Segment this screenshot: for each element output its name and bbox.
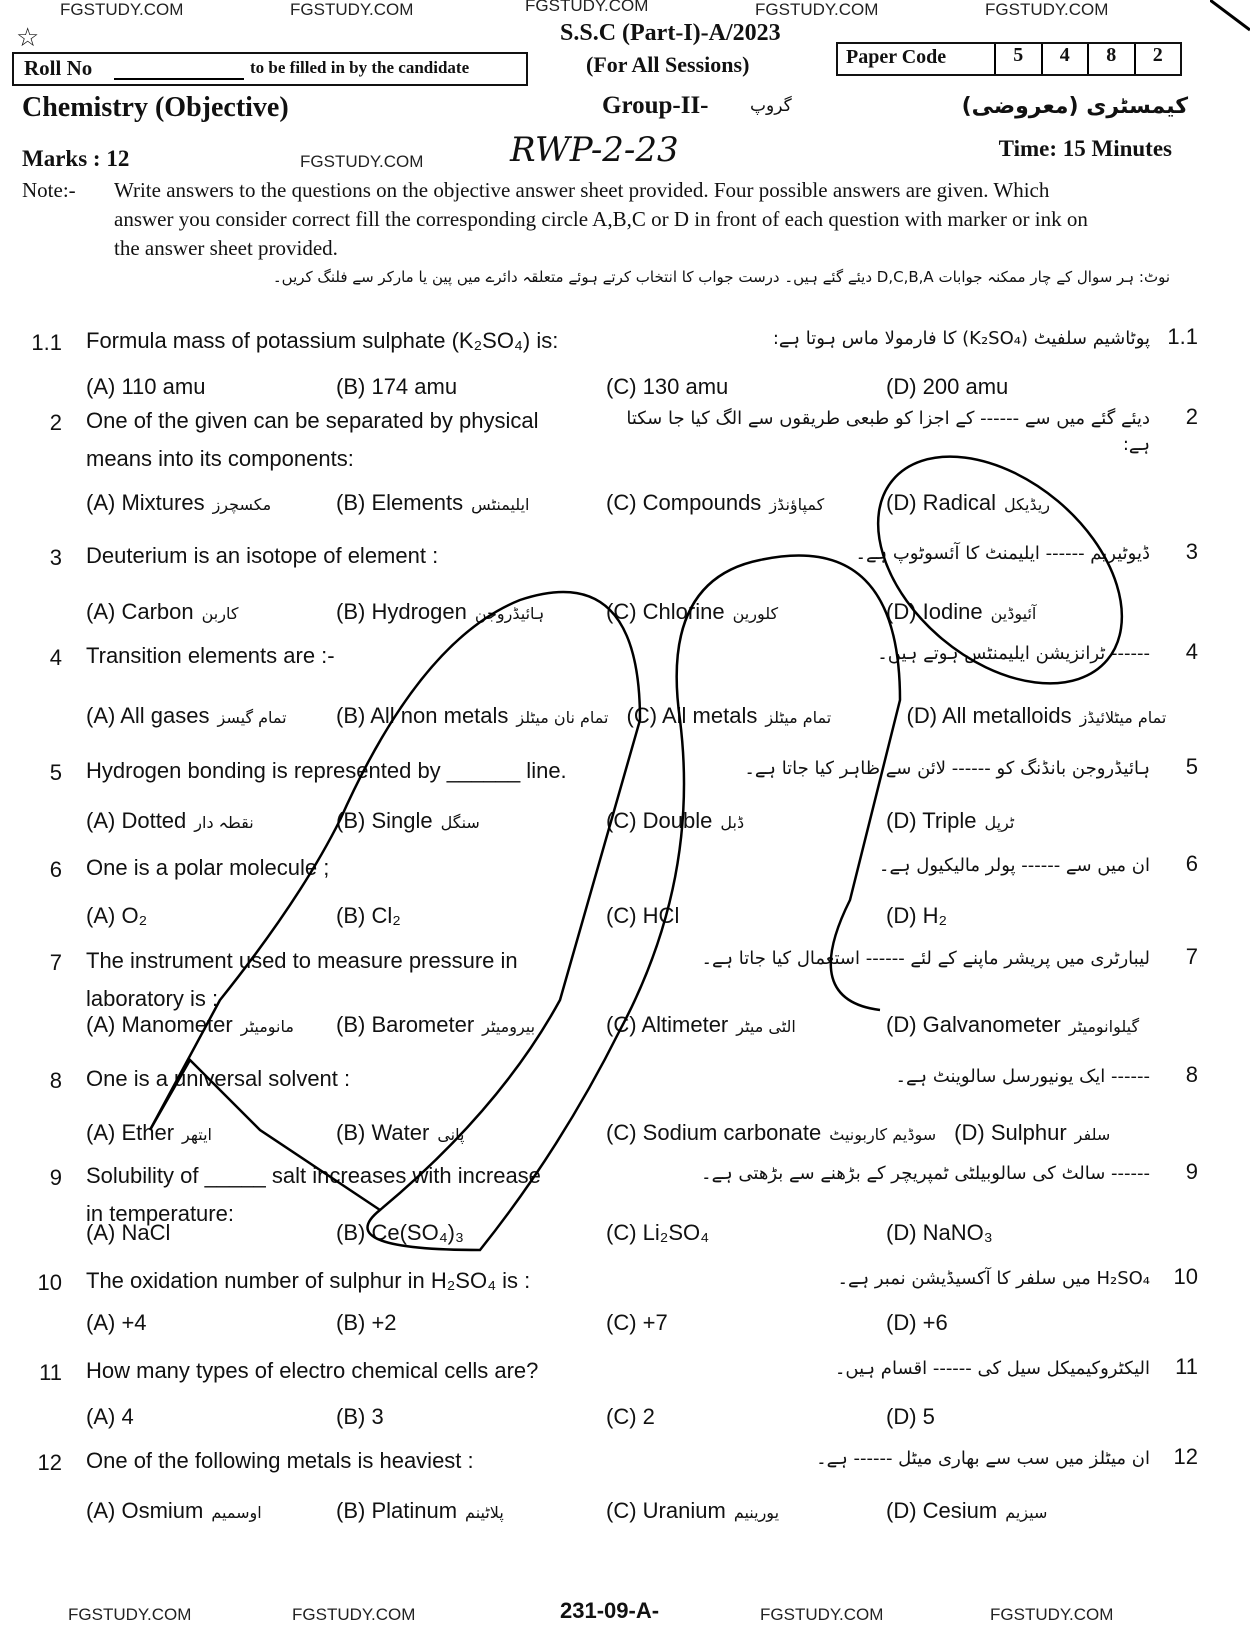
- option-text-urdu: تمام میٹلائیڈز: [1079, 708, 1167, 727]
- option-c: [606, 1220, 886, 1246]
- option-a: [86, 599, 336, 625]
- option-text-urdu: کاربن: [201, 604, 239, 623]
- option-letter: (D): [886, 808, 917, 833]
- option-d: [954, 1120, 1128, 1146]
- option-text-urdu: تمام گیسز: [217, 708, 287, 727]
- option-text-urdu: نقطہ دار: [194, 813, 254, 832]
- option-b: [336, 599, 606, 625]
- option-text: Radical: [922, 490, 997, 515]
- option-text: Triple: [922, 808, 977, 833]
- option-letter: (D): [886, 1012, 917, 1037]
- question: [0, 639, 1250, 745]
- watermark: FGSTUDY.COM: [300, 152, 424, 171]
- option-text-urdu: سیزیم: [1005, 1503, 1048, 1522]
- subject-urdu: کیمسٹری (معروضی): [961, 94, 1188, 119]
- group-label: Group-II-: [602, 92, 709, 119]
- option-text-urdu: ایتھر: [182, 1125, 212, 1144]
- question-number: 1.1: [31, 330, 62, 355]
- option-text: Carbon: [121, 599, 194, 624]
- option-b: [336, 1310, 606, 1336]
- note-label: Note:-: [22, 178, 76, 202]
- option-letter: (B): [336, 490, 366, 515]
- sessions: (For All Sessions): [586, 52, 750, 77]
- options-row: [86, 490, 1068, 516]
- option-a: [86, 374, 336, 400]
- option-text: 2: [642, 1404, 655, 1429]
- option-text-urdu: تمام نان میٹلز: [516, 708, 609, 727]
- option-letter: (C): [606, 599, 637, 624]
- paper-code-digit: 2: [1152, 44, 1163, 66]
- option-text-urdu: کمپاؤنڈز: [769, 495, 825, 514]
- note-text: Write answers to the questions on the objective answer sheet provided. Four possible answers are given. Which answer you consider correct fill the corresponding circle A,B,C or D in front of each question with marker or ink on the answer sheet provided.: [114, 178, 1088, 260]
- options-row: [86, 1012, 1157, 1038]
- options-row: [86, 1404, 961, 1430]
- option-text: Altimeter: [641, 1012, 729, 1037]
- option-c: [606, 1498, 886, 1524]
- question-text: Hydrogen bonding is represented by ______ line.: [86, 758, 567, 783]
- question: [0, 539, 1250, 645]
- question-text-urdu: ڈیوٹیریم ------ ایلیمنٹ کا آئسوٹوپ ہے۔: [855, 543, 1150, 564]
- question: [0, 1159, 1250, 1265]
- subject-title: Chemistry (Objective): [22, 92, 289, 123]
- option-text: All metals: [661, 703, 758, 728]
- option-text-urdu: ٹرپل: [984, 813, 1015, 832]
- roll-no-field[interactable]: [114, 58, 244, 80]
- question-text: The instrument used to measure pressure in laboratory is :: [86, 948, 518, 1011]
- option-b: [336, 903, 606, 929]
- option-a: [86, 1404, 336, 1430]
- option-text: Li₂SO₄: [642, 1220, 710, 1245]
- option-letter: (A): [86, 903, 116, 928]
- option-a: [86, 1120, 336, 1146]
- watermark: FGSTUDY.COM: [292, 1605, 416, 1624]
- option-text: Double: [642, 808, 713, 833]
- question-text-urdu: ان میں سے ------ پولر مالیکیول ہے۔: [878, 855, 1150, 876]
- options-row: [86, 703, 1184, 729]
- option-text: Ether: [121, 1120, 175, 1145]
- options-row: [86, 903, 973, 929]
- option-text-urdu: مکسچرز: [212, 495, 272, 514]
- option-text: Galvanometer: [922, 1012, 1061, 1037]
- option-d: [886, 1310, 974, 1336]
- option-text: Sulphur: [990, 1120, 1067, 1145]
- star-icon: ☆: [16, 22, 40, 52]
- option-text-urdu: ہائیڈروجن: [474, 604, 545, 623]
- option-letter: (B): [336, 1120, 366, 1145]
- option-b: [336, 374, 606, 400]
- roll-no-box: [12, 52, 528, 86]
- question-text: The oxidation number of sulphur in H₂SO₄ is :: [86, 1268, 531, 1293]
- option-letter: (B): [336, 1012, 366, 1037]
- option-a: [86, 903, 336, 929]
- question-number: 11: [39, 1360, 62, 1385]
- question-text-urdu: ان میٹلز میں سب سے بھاری میٹل ------ ہے۔: [816, 1448, 1150, 1469]
- option-text: Chlorine: [642, 599, 725, 624]
- question-text: Transition elements are :-: [86, 643, 335, 668]
- option-c: [606, 903, 886, 929]
- option-text: Hydrogen: [371, 599, 467, 624]
- question-text: How many types of electro chemical cells are?: [86, 1358, 539, 1383]
- option-letter: (B): [336, 1310, 366, 1335]
- option-letter: (A): [86, 374, 116, 399]
- option-text: Platinum: [371, 1498, 458, 1523]
- option-letter: (A): [86, 1120, 116, 1145]
- question-number-urdu: 1.1: [1167, 324, 1198, 349]
- question-text-urdu: دیئے گئے میں سے ------ کے اجزا کو طبعی طریقوں سے الگ کیا جا سکتا ہے:: [626, 408, 1150, 455]
- option-a: [86, 1310, 336, 1336]
- option-text-urdu: سنگل: [440, 813, 480, 832]
- option-letter: (C): [606, 808, 637, 833]
- question-number: 10: [37, 1270, 62, 1295]
- option-letter: (B): [336, 374, 366, 399]
- option-text-urdu: گیلوانومیٹر: [1068, 1017, 1140, 1036]
- option-text: Single: [371, 808, 433, 833]
- question-number: 8: [49, 1068, 62, 1093]
- option-c: [606, 1310, 886, 1336]
- option-letter: (A): [86, 1310, 116, 1335]
- question-number-urdu: 3: [1185, 539, 1198, 564]
- option-letter: (A): [86, 1012, 116, 1037]
- option-c: [606, 374, 886, 400]
- question-number-urdu: 11: [1175, 1354, 1198, 1379]
- option-a: [86, 1498, 336, 1524]
- option-text: Sodium carbonate: [642, 1120, 822, 1145]
- question-number: 9: [49, 1165, 62, 1190]
- option-text: 130 amu: [642, 374, 729, 399]
- question-text: Formula mass of potassium sulphate (K₂SO₄) is:: [86, 328, 559, 353]
- question-number-urdu: 5: [1185, 754, 1198, 779]
- question-text-urdu: الیکٹروکیمیکل سیل کی ------ اقسام ہیں۔: [834, 1358, 1150, 1379]
- question: [0, 944, 1250, 1050]
- option-letter: (A): [86, 599, 116, 624]
- question-text: Deuterium is an isotope of element :: [86, 543, 439, 568]
- option-letter: (B): [336, 808, 366, 833]
- option-a: [86, 808, 336, 834]
- option-b: [336, 1012, 606, 1038]
- option-text: Dotted: [121, 808, 187, 833]
- option-d: [886, 1404, 961, 1430]
- option-letter: (A): [86, 1404, 116, 1429]
- option-letter: (D): [886, 903, 917, 928]
- option-text: Mixtures: [121, 490, 205, 515]
- option-letter: (C): [606, 1310, 637, 1335]
- option-a: [86, 1220, 336, 1246]
- question-text-urdu: ------ سالٹ کی سالوبیلٹی ٹمپریچر کے بڑھنے سے بڑھتی ہے۔: [701, 1163, 1150, 1184]
- option-text-urdu: یورینیم: [733, 1503, 780, 1522]
- option-b: [336, 1220, 606, 1246]
- question-number: 3: [49, 545, 62, 570]
- option-text-urdu: تمام میٹلز: [765, 708, 832, 727]
- option-text: Iodine: [922, 599, 983, 624]
- question-text-urdu: پوٹاشیم سلفیٹ (K₂SO₄) کا فارمولا ماس ہوتا ہے:: [772, 328, 1150, 349]
- option-text-urdu: بیرومیٹر: [482, 1017, 536, 1036]
- option-letter: (B): [336, 1498, 366, 1523]
- watermark: FGSTUDY.COM: [985, 0, 1109, 19]
- option-d: [886, 1498, 1065, 1524]
- option-text: 110 amu: [121, 374, 206, 399]
- time: Time: 15 Minutes: [998, 136, 1172, 161]
- option-text: O₂: [121, 903, 148, 928]
- marks: Marks : 12: [22, 146, 130, 171]
- question-number-urdu: 8: [1185, 1062, 1198, 1087]
- option-d: [886, 490, 1068, 516]
- option-letter: (C): [606, 1498, 637, 1523]
- question-number: 12: [37, 1450, 62, 1475]
- option-d: [907, 703, 1185, 729]
- handwritten-note: RWP-2-23: [510, 130, 679, 170]
- option-letter: (D): [886, 1220, 917, 1245]
- options-row: [86, 1498, 1065, 1524]
- option-text: H₂: [922, 903, 948, 928]
- footer-code: 231-09-A-: [560, 1598, 660, 1623]
- option-letter: (D): [886, 374, 917, 399]
- paper-code-digit: 8: [1089, 44, 1136, 74]
- question-text: One is a universal solvent :: [86, 1066, 351, 1091]
- option-text: All metalloids: [941, 703, 1072, 728]
- option-text: Elements: [371, 490, 464, 515]
- option-d: [886, 1220, 1019, 1246]
- option-text-urdu: سوڈیم کاربونیٹ: [829, 1125, 937, 1144]
- paper-code-box: [836, 42, 1182, 76]
- option-c: [606, 599, 886, 625]
- option-letter: (B): [336, 703, 366, 728]
- question-number-urdu: 10: [1173, 1264, 1198, 1289]
- option-text: 174 amu: [371, 374, 458, 399]
- option-text: +4: [121, 1310, 147, 1335]
- options-row: [86, 1220, 1019, 1246]
- option-letter: (D): [954, 1120, 985, 1145]
- option-text: HCl: [642, 903, 680, 928]
- option-text: +2: [371, 1310, 397, 1335]
- question-number: 5: [49, 760, 62, 785]
- question-number: 4: [49, 645, 62, 670]
- option-text: 5: [922, 1404, 935, 1429]
- question-number: 2: [49, 410, 62, 435]
- question-text-urdu: ------ ٹرانزیشن ایلیمنٹس ہوتے ہیں۔: [877, 643, 1150, 664]
- option-letter: (C): [606, 1220, 637, 1245]
- watermark: FGSTUDY.COM: [290, 0, 414, 19]
- watermark: FGSTUDY.COM: [990, 1605, 1114, 1624]
- option-letter: (A): [86, 1220, 116, 1245]
- option-letter: (D): [886, 1404, 917, 1429]
- roll-no-label: Roll No: [24, 56, 93, 80]
- option-a: [86, 703, 336, 729]
- option-text-urdu: آئیوڈین: [990, 604, 1037, 623]
- option-text: Osmium: [121, 1498, 204, 1523]
- option-text: 3: [371, 1404, 384, 1429]
- question: [0, 1444, 1250, 1550]
- question: [0, 1062, 1250, 1168]
- note-urdu: نوٹ: ہر سوال کے چار ممکنہ جوابات D,C,B,A دیئے گئے ہیں۔ درست جواب کا انتخاب کرتے ہوئے متعلقہ دائرے میں پین یا مارکر سے فلنگ کریں۔: [272, 268, 1170, 286]
- option-text: +6: [922, 1310, 948, 1335]
- options-row: [86, 374, 1034, 400]
- scan-mark-line: [1210, 0, 1250, 40]
- options-row: [86, 599, 1054, 625]
- option-letter: (B): [336, 903, 366, 928]
- option-text: Water: [371, 1120, 430, 1145]
- option-text-urdu: اوسمیم: [211, 1503, 262, 1522]
- watermark: FGSTUDY.COM: [755, 0, 879, 19]
- question-text-urdu: ------ ایک یونیورسل سالوینٹ ہے۔: [895, 1066, 1150, 1087]
- question-text: One of the following metals is heaviest :: [86, 1448, 474, 1473]
- option-text: NaCl: [121, 1220, 171, 1245]
- option-letter: (D): [886, 1310, 917, 1335]
- options-row: [86, 1310, 974, 1336]
- option-letter: (A): [86, 1498, 116, 1523]
- option-text: 200 amu: [922, 374, 1009, 399]
- question-number-urdu: 9: [1185, 1159, 1198, 1184]
- option-text-urdu: پانی: [437, 1125, 465, 1144]
- question-number: 6: [49, 857, 62, 882]
- option-b: [336, 490, 606, 516]
- question-text: One of the given can be separated by physical means into its components:: [86, 408, 539, 471]
- option-text-urdu: مانومیٹر: [240, 1017, 294, 1036]
- option-text: Cl₂: [371, 903, 401, 928]
- question-text-urdu: لیبارٹری میں پریشر ماپنے کے لئے ------ استعمال کیا جاتا ہے۔: [701, 948, 1150, 969]
- option-letter: (B): [336, 1404, 366, 1429]
- options-row: [86, 808, 1032, 834]
- option-text-urdu: کلورین: [732, 604, 779, 623]
- option-c: [606, 808, 886, 834]
- option-d: [886, 808, 1032, 834]
- watermark: FGSTUDY.COM: [68, 1605, 192, 1624]
- roll-no-note: to be filled in by the candidate: [250, 58, 470, 77]
- option-letter: (A): [86, 808, 116, 833]
- option-c: [627, 703, 907, 729]
- group-urdu: گروپ: [750, 96, 792, 116]
- option-letter: (C): [626, 703, 658, 728]
- question-number-urdu: 7: [1185, 944, 1198, 969]
- exam-title: S.S.C (Part-I)-A/2023: [560, 20, 781, 46]
- watermark: FGSTUDY.COM: [525, 0, 649, 15]
- option-b: [336, 1404, 606, 1430]
- question-text: One is a polar molecule ;: [86, 855, 330, 880]
- option-a: [86, 1012, 336, 1038]
- option-a: [86, 490, 336, 516]
- option-letter: (D): [886, 490, 917, 515]
- question-text-urdu: H₂SO₄ میں سلفر کا آکسیڈیشن نمبر ہے۔: [837, 1268, 1150, 1289]
- option-text: Cesium: [922, 1498, 998, 1523]
- option-letter: (B): [336, 599, 366, 624]
- option-d: [886, 374, 1034, 400]
- option-text-urdu: الٹی میٹر: [736, 1017, 796, 1036]
- watermark: FGSTUDY.COM: [760, 1605, 884, 1624]
- option-d: [886, 1012, 1157, 1038]
- option-letter: (D): [886, 1498, 917, 1523]
- option-b: [336, 1498, 606, 1524]
- option-text: 4: [121, 1404, 134, 1429]
- option-letter: (B): [336, 1220, 366, 1245]
- option-letter: (C): [606, 1012, 637, 1037]
- option-d: [886, 903, 973, 929]
- option-c: [606, 1120, 954, 1146]
- question-number-urdu: 6: [1185, 851, 1198, 876]
- option-c: [606, 1012, 886, 1038]
- option-b: [336, 808, 606, 834]
- question-text-urdu: ہائیڈروجن بانڈنگ کو ------ لائن سے ظاہر کیا جاتا ہے۔: [744, 758, 1150, 779]
- option-c: [606, 490, 886, 516]
- option-letter: (D): [906, 703, 938, 728]
- option-text-urdu: پلاٹینم: [465, 1503, 504, 1522]
- question: [0, 754, 1250, 860]
- option-letter: (C): [606, 1404, 637, 1429]
- option-text: Ce(SO₄)₃: [371, 1220, 464, 1245]
- option-text-urdu: ڈبل: [720, 813, 745, 832]
- option-text: All gases: [120, 703, 210, 728]
- option-letter: (A): [86, 490, 116, 515]
- question-number-urdu: 2: [1185, 404, 1198, 429]
- option-c: [606, 1404, 886, 1430]
- option-text-urdu: سلفر: [1074, 1125, 1111, 1144]
- option-letter: (C): [606, 903, 637, 928]
- option-text: Manometer: [121, 1012, 233, 1037]
- paper-code-label: Paper Code: [838, 44, 996, 74]
- option-text: NaNO₃: [922, 1220, 993, 1245]
- question-text: Solubility of _____ salt increases with increase in temperature:: [86, 1163, 541, 1226]
- option-d: [886, 599, 1054, 625]
- option-letter: (A): [86, 703, 116, 728]
- question: [0, 404, 1250, 515]
- option-letter: (C): [606, 1120, 637, 1145]
- option-text: +7: [642, 1310, 668, 1335]
- option-text-urdu: ایلیمنٹس: [471, 495, 530, 514]
- option-b: [336, 703, 627, 729]
- option-letter: (C): [606, 374, 637, 399]
- paper-code-digit: 5: [996, 44, 1043, 74]
- paper-code-digit: 4: [1043, 44, 1090, 74]
- option-text: All non metals: [370, 703, 509, 728]
- option-b: [336, 1120, 606, 1146]
- question-number-urdu: 12: [1173, 1444, 1198, 1469]
- option-letter: (C): [606, 490, 637, 515]
- option-text: Barometer: [371, 1012, 475, 1037]
- option-text-urdu: ریڈیکل: [1004, 495, 1051, 514]
- question-number: 7: [49, 950, 62, 975]
- watermark: FGSTUDY.COM: [60, 0, 184, 19]
- question-number-urdu: 4: [1185, 639, 1198, 664]
- option-text: Compounds: [642, 490, 762, 515]
- option-letter: (D): [886, 599, 917, 624]
- options-row: [86, 1120, 1128, 1146]
- option-text: Uranium: [642, 1498, 726, 1523]
